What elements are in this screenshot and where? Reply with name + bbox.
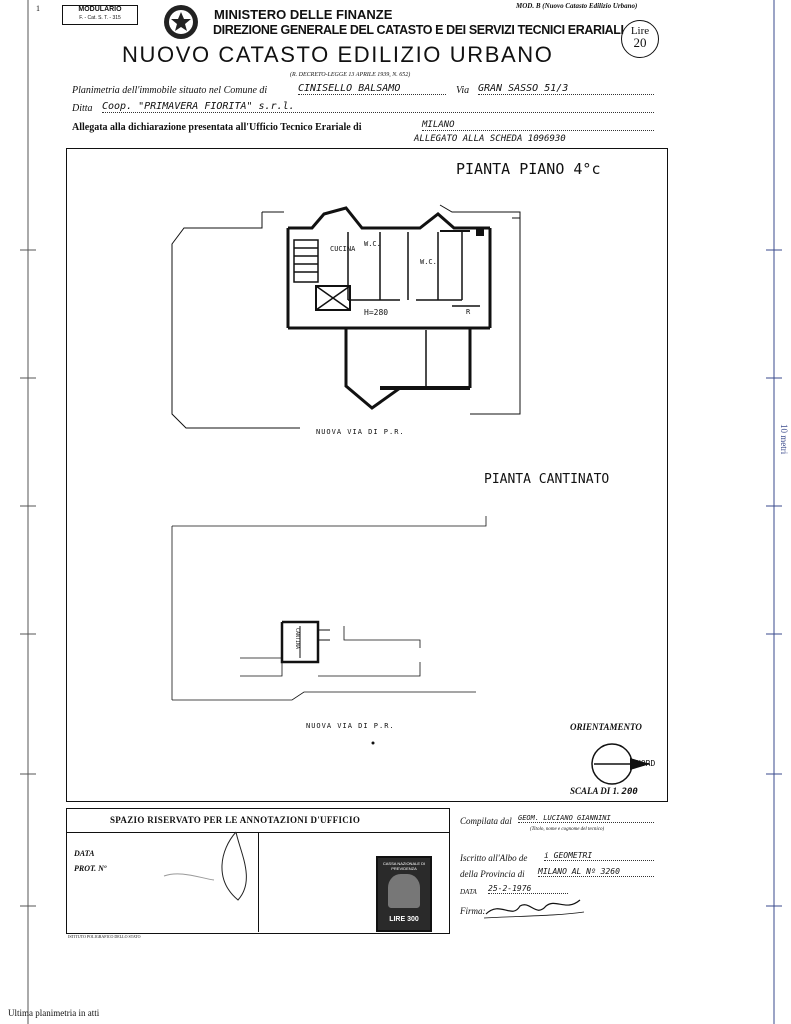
room-wc2-label: W.C. xyxy=(420,258,437,266)
ditta-label: Ditta xyxy=(72,103,93,114)
stamp-top-text: CASSA NAZIONALE DI PREVIDENZA xyxy=(382,861,426,871)
compilata-note: (Titolo, nome e cognome del tecnico) xyxy=(530,827,605,832)
printer-note: ISTITUTO POLIGRAFICO DELLO STATO xyxy=(68,934,141,939)
reserved-title: SPAZIO RISERVATO PER LE ANNOTAZIONI D'UFFICIO xyxy=(110,815,361,825)
via-label: Via xyxy=(456,85,470,96)
ditta-value: Coop. "PRIMAVERA FIORITA" s.r.l. xyxy=(102,101,654,113)
provincia-value: MILANO AL Nº 3260 xyxy=(538,867,654,877)
document-title: NUOVO CATASTO EDILIZIO URBANO xyxy=(122,42,554,67)
compilata-value: GEOM. LUCIANO GIANNINI xyxy=(518,814,654,823)
data-field-label: DATA xyxy=(74,849,95,858)
planimetria-label: Planimetria dell'immobile situato nel Comune di xyxy=(72,85,268,96)
albo-label: Iscritto all'Albo de xyxy=(460,853,528,863)
firma-label: Firma: xyxy=(460,906,486,916)
scale-value: 200 xyxy=(621,787,638,797)
albo-value: i GEOMETRI xyxy=(544,851,654,861)
modulario-title: MODULARIO xyxy=(78,6,122,13)
lire-value: 20 xyxy=(633,35,647,50)
ufficio-value: MILANO xyxy=(422,120,654,131)
scale-bar-label: 10 metri xyxy=(779,424,789,455)
model-label: MOD. B (Nuovo Catasto Edilizio Urbano) xyxy=(516,2,638,10)
modulario-code: F. - Cat. S. T. - 315 xyxy=(79,15,121,21)
room-kitchen-label: CUCINA xyxy=(330,245,356,253)
height-label: H=280 xyxy=(364,308,389,317)
provincia-label: della Provincia di xyxy=(460,869,525,879)
street-label-upper: NUOVA VIA DI P.R. xyxy=(316,428,405,436)
lire-label: Lire xyxy=(630,25,650,37)
directorate-name: DIREZIONE GENERALE DEL CATASTO E DEI SERVIZI TECNICI ERARIALI xyxy=(213,23,624,37)
ministry-name: MINISTERO DELLE FINANZE xyxy=(214,7,393,22)
plan-title-upper: PIANTA PIANO 4°c xyxy=(456,160,601,178)
date-label: DATA xyxy=(460,888,477,896)
cellar-label: CANTINA xyxy=(294,628,300,650)
room-wc1-label: W.C. xyxy=(364,240,381,248)
comune-value: CINISELLO BALSAMO xyxy=(298,83,446,95)
compilata-label: Compilata dal xyxy=(460,816,512,826)
orientation-label: ORIENTAMENTO xyxy=(570,722,642,732)
street-label-basement: NUOVA VIA DI P.R. xyxy=(306,722,395,730)
room-r-label: R xyxy=(466,308,471,316)
decree-reference: (R. DECRETO-LEGGE 13 APRILE 1939, N. 652) xyxy=(290,72,411,78)
scheda-value: ALLEGATO ALLA SCHEDA 1096930 xyxy=(414,134,566,144)
page-number: 1 xyxy=(36,4,40,13)
prot-field-label: PROT. Nº xyxy=(74,864,107,873)
via-value: GRAN SASSO 51/3 xyxy=(478,83,654,95)
bottom-note: Ultima planimetria in atti xyxy=(8,1008,100,1018)
allegata-label: Allegata alla dichiarazione presentata all'Ufficio Tecnico Erariale di xyxy=(72,122,362,133)
stamp-value: LIRE 300 xyxy=(389,916,419,923)
date-value: 25-2-1976 xyxy=(488,884,568,894)
plan-title-basement: PIANTA CANTINATO xyxy=(484,472,610,487)
north-label: NORD xyxy=(636,759,656,768)
scale-label-text: SCALA DI 1. xyxy=(570,786,620,796)
